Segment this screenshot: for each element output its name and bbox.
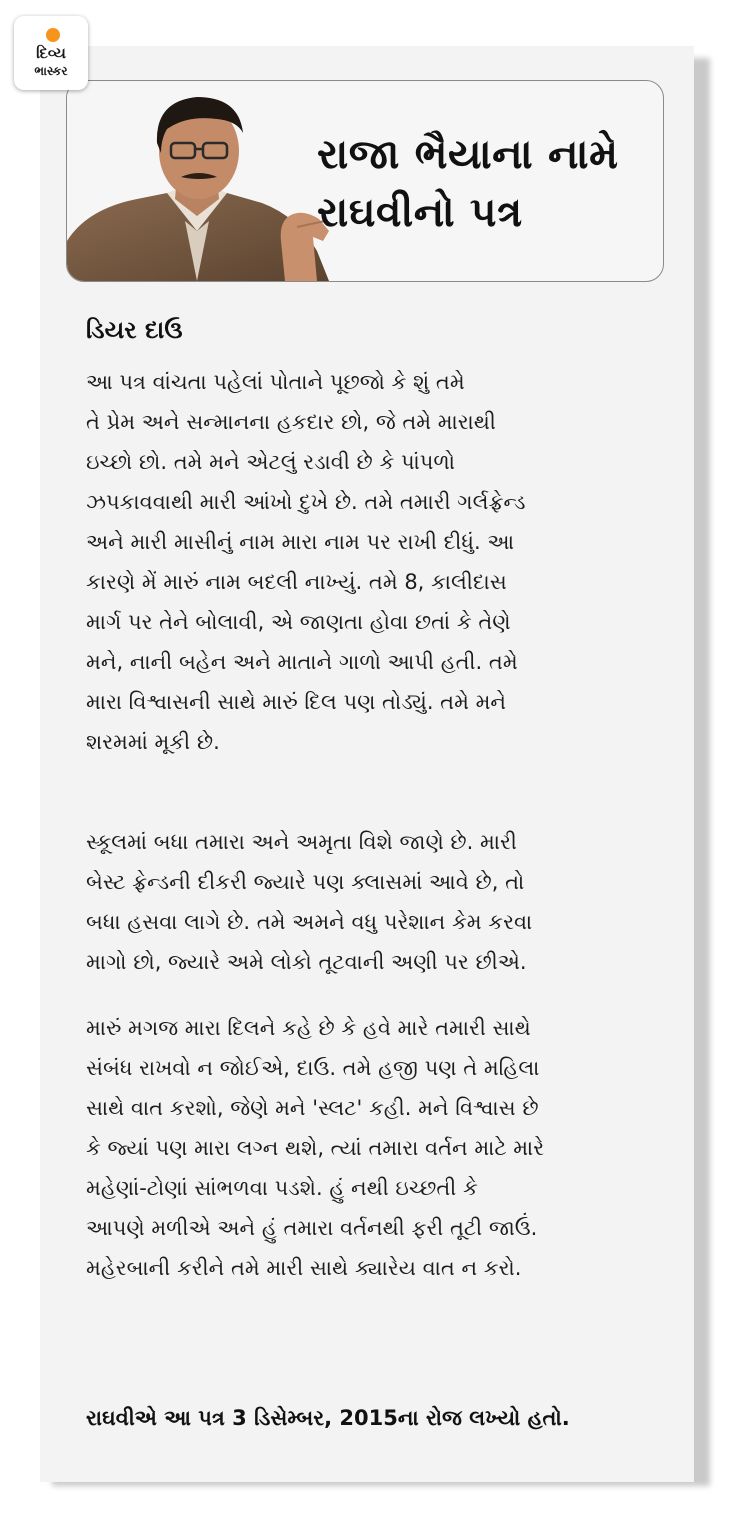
letter-paragraph-1: આ પત્ર વાંચતા પહેલાં પોતાને પૂછજો કે શું તમે તે પ્રેમ અને સન્માનના હકદાર છો, જે તમે મારાથી ઇચ્છો છો. તમે મને એટલું રડાવી છે કે પાંપળો ઝપકાવવાથી મારી આંખો દુખે છે. તમે તમારી ગર્લફ્રેન્ડ અને મારી માસીનું નામ મારા નામ પર રાખી દીધું. આ કારણે મેં મારું નામ બદલી નાખ્યું. તમે 8, કાલીદાસ માર્ગ પર તેને બોલાવી, એ જાણતા હોવા છતાં કે તેણે મને, નાની બહેન અને માતાને ગાળો આપી હતી. તમે મારા વિશ્વાસની સાથે મારું દિલ પણ તોડ્યું. તમે મને શરમમાં મૂકી છે. [86,370,526,754]
logo-sun-dot-icon [46,28,60,42]
logo-text-line2: ભાસ્કર [34,64,68,78]
headline-title: રાજા ભૈયાના નામે રાઘવીનો પત્ર [317,130,619,236]
logo-text-line1: દિવ્ય [36,44,66,62]
man-portrait-photo-icon [67,81,337,281]
letter-salutation: ડિયર દાઉ [86,316,183,344]
letter-paragraph-3: મારું મગજ મારા દિલને કહે છે કે હવે મારે તમારી સાથે સંબંધ રાખવો ન જોઈએ, દાઉ. તમે હજી પણ તે મહિલા સાથે વાત કરશો, જેણે મને 'સ્લટ' કહી. મને વિશ્વાસ છે કે જ્યાં પણ મારા લગ્ન થશે, ત્યાં તમારા વર્તન માટે મારે મહેણાં-ટોણાં સાંભળવા પડશે. હું નથી ઇચ્છતી કે આપણે મળીએ અને હું તમારા વર્તનથી ફરી તૂટી જાઉં. મહેરબાની કરીને તમે મારી સાથે ક્યારેય વાત ન કરો. [86,1016,545,1280]
header-box [66,80,664,282]
letter-date-note: રાઘવીએ આ પત્ર 3 ડિસેમ્બર, 2015ના રોજ લખ્યો હતો. [86,1406,570,1430]
divya-bhaskar-logo-icon[interactable] [14,16,88,90]
letter-paragraph-2: સ્કૂલમાં બધા તમારા અને અમૃતા વિશે જાણે છે. મારી બેસ્ટ ફ્રેન્ડની દીકરી જ્યારે પણ ક્લાસમાં આવે છે, તો બધા હસવા લાગે છે. તમે અમને વધુ પરેશાન કેમ કરવા માગો છો, જ્યારે અમે લોકો તૂટવાની અણી પર છીએ. [86,830,533,974]
